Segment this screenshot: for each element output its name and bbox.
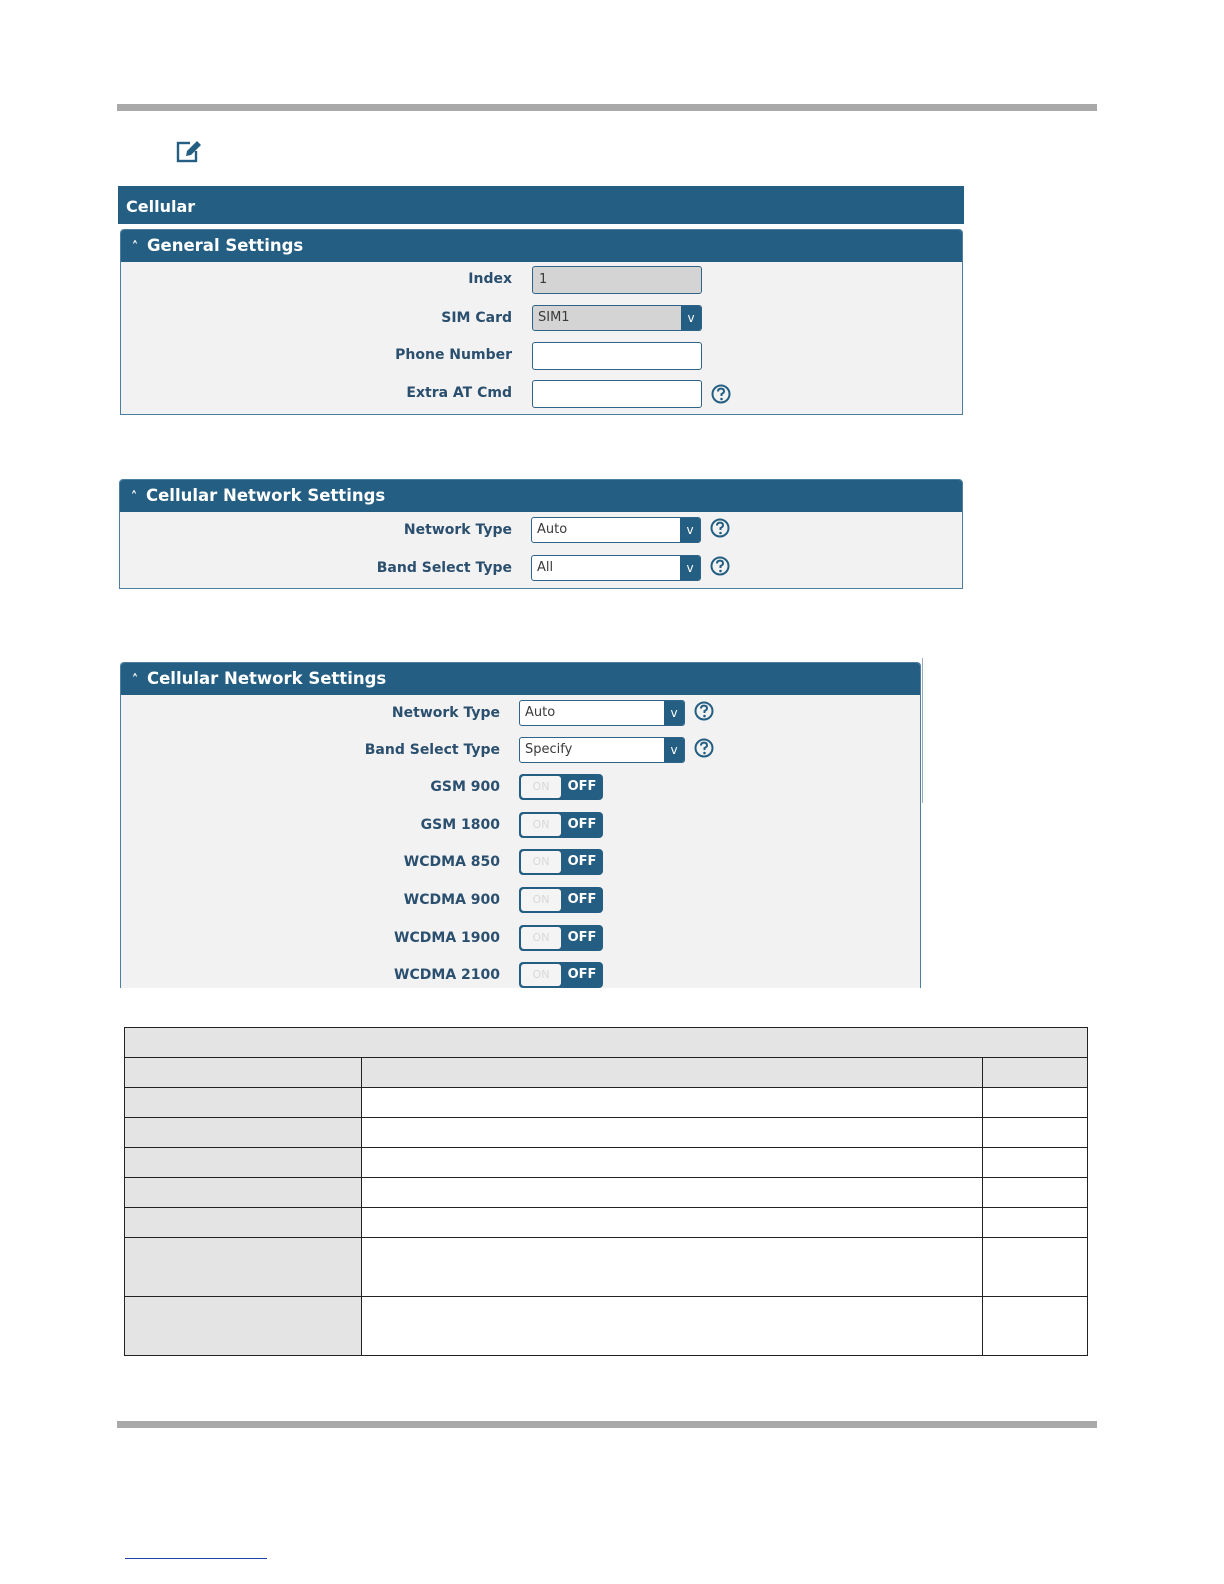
footer-link-underline bbox=[125, 1558, 267, 1559]
band-select-label-2: Band Select Type bbox=[364, 742, 500, 758]
panel-scroll-edge bbox=[922, 658, 923, 803]
table-row bbox=[125, 1148, 1088, 1178]
phone-number-label: Phone Number bbox=[395, 347, 512, 363]
extra-at-cmd-input[interactable] bbox=[532, 380, 702, 408]
extra-at-cmd-row bbox=[121, 380, 964, 408]
network-settings-header-1[interactable] bbox=[120, 480, 962, 512]
band-toggle[interactable] bbox=[519, 812, 603, 838]
table-row bbox=[125, 1178, 1088, 1208]
bottom-rule bbox=[117, 1421, 1097, 1428]
band-label: WCDMA 1900 bbox=[394, 930, 500, 946]
toggle-off-label: OFF bbox=[567, 854, 597, 869]
band-select-row-2 bbox=[121, 737, 922, 765]
help-icon[interactable] bbox=[710, 518, 730, 538]
band-select-label-1: Band Select Type bbox=[376, 560, 512, 576]
table-cell bbox=[983, 1148, 1088, 1178]
band-row bbox=[121, 812, 922, 840]
sim-card-select[interactable] bbox=[532, 305, 702, 331]
table-cell bbox=[362, 1238, 983, 1297]
general-settings-panel bbox=[120, 229, 963, 415]
table-cell bbox=[125, 1148, 362, 1178]
sim-card-label: SIM Card bbox=[441, 310, 512, 326]
table-cell bbox=[362, 1208, 983, 1238]
table-header-cell bbox=[125, 1058, 362, 1088]
band-select-value-2: Specify bbox=[525, 742, 573, 757]
help-icon[interactable] bbox=[694, 701, 714, 721]
general-settings-title: General Settings bbox=[147, 236, 304, 255]
table-row bbox=[125, 1238, 1088, 1297]
band-row bbox=[121, 887, 922, 915]
phone-number-input[interactable] bbox=[532, 342, 702, 370]
sim-card-value: SIM1 bbox=[538, 310, 570, 325]
chevron-down-icon: v bbox=[664, 738, 684, 762]
cellular-title: Cellular bbox=[126, 197, 196, 216]
chevron-down-icon: v bbox=[680, 518, 700, 542]
network-settings-title-2: Cellular Network Settings bbox=[147, 669, 387, 688]
toggle-on-label: ON bbox=[521, 851, 561, 873]
phone-number-row bbox=[121, 342, 964, 370]
table-header-cell bbox=[983, 1058, 1088, 1088]
band-label: WCDMA 900 bbox=[403, 892, 500, 908]
table-row bbox=[125, 1297, 1088, 1356]
table-cell bbox=[983, 1297, 1088, 1356]
table-title-cell bbox=[125, 1028, 1088, 1058]
network-type-select-2[interactable] bbox=[519, 700, 685, 726]
chevron-down-icon: v bbox=[680, 556, 700, 580]
toggle-on-label: ON bbox=[521, 889, 561, 911]
band-toggle[interactable] bbox=[519, 925, 603, 951]
network-type-row-1 bbox=[120, 517, 964, 545]
network-settings-header-2[interactable] bbox=[121, 663, 920, 695]
toggle-on-label: ON bbox=[521, 814, 561, 836]
band-toggle[interactable] bbox=[519, 887, 603, 913]
network-type-value-2: Auto bbox=[525, 705, 556, 720]
table-cell bbox=[983, 1178, 1088, 1208]
help-icon[interactable] bbox=[711, 384, 731, 404]
table-cell bbox=[125, 1088, 362, 1118]
band-select-select-2[interactable] bbox=[519, 737, 685, 763]
band-label: GSM 1800 bbox=[420, 817, 500, 833]
band-row bbox=[121, 925, 922, 953]
band-select-value-1: All bbox=[537, 560, 554, 575]
table-cell bbox=[983, 1118, 1088, 1148]
extra-at-cmd-label: Extra AT Cmd bbox=[406, 385, 512, 401]
table-cell bbox=[362, 1118, 983, 1148]
toggle-off-label: OFF bbox=[567, 930, 597, 945]
band-label: WCDMA 850 bbox=[403, 854, 500, 870]
chevron-up-icon: ˄ bbox=[131, 240, 139, 255]
general-settings-header[interactable] bbox=[121, 230, 962, 262]
table-cell bbox=[125, 1238, 362, 1297]
table-row bbox=[125, 1088, 1088, 1118]
table-header-cell bbox=[362, 1058, 983, 1088]
chevron-up-icon: ˄ bbox=[130, 490, 138, 505]
chevron-down-icon: v bbox=[664, 701, 684, 725]
table-cell bbox=[983, 1238, 1088, 1297]
chevron-down-icon: v bbox=[681, 306, 701, 330]
band-toggle[interactable] bbox=[519, 774, 603, 800]
table-cell bbox=[125, 1178, 362, 1208]
band-toggle[interactable] bbox=[519, 849, 603, 875]
band-row bbox=[121, 774, 922, 802]
top-rule bbox=[117, 104, 1097, 111]
table-cell bbox=[983, 1208, 1088, 1238]
table-cell bbox=[125, 1118, 362, 1148]
cellular-title-bar bbox=[118, 186, 964, 224]
network-type-label-2: Network Type bbox=[391, 705, 500, 721]
table-cell bbox=[362, 1178, 983, 1208]
band-select-select-1[interactable] bbox=[531, 555, 701, 581]
network-settings-title-1: Cellular Network Settings bbox=[146, 486, 386, 505]
toggle-off-label: OFF bbox=[567, 892, 597, 907]
network-type-label-1: Network Type bbox=[403, 522, 512, 538]
band-label: WCDMA 2100 bbox=[394, 967, 500, 983]
chevron-up-icon: ˄ bbox=[131, 673, 139, 688]
table-cell bbox=[362, 1297, 983, 1356]
band-select-row-1 bbox=[120, 555, 964, 583]
network-settings-panel-1 bbox=[119, 479, 963, 589]
toggle-off-label: OFF bbox=[567, 779, 597, 794]
index-input: 1 bbox=[532, 266, 702, 294]
band-label: GSM 900 bbox=[430, 779, 500, 795]
band-row bbox=[121, 849, 922, 877]
toggle-on-label: ON bbox=[521, 776, 561, 798]
table-cell bbox=[125, 1208, 362, 1238]
band-toggle[interactable] bbox=[519, 962, 603, 988]
table-cell bbox=[362, 1088, 983, 1118]
table-cell bbox=[983, 1088, 1088, 1118]
help-icon[interactable] bbox=[694, 738, 714, 758]
index-row bbox=[121, 266, 964, 294]
toggle-on-label: ON bbox=[521, 927, 561, 949]
network-type-row-2 bbox=[121, 700, 922, 728]
help-icon[interactable] bbox=[710, 556, 730, 576]
toggle-off-label: OFF bbox=[567, 817, 597, 832]
toggle-off-label: OFF bbox=[567, 967, 597, 982]
network-type-select-1[interactable] bbox=[531, 517, 701, 543]
edit-icon bbox=[176, 139, 202, 165]
index-label: Index bbox=[468, 271, 512, 287]
sim-card-row bbox=[121, 305, 964, 333]
band-row bbox=[121, 962, 922, 990]
table-row bbox=[125, 1208, 1088, 1238]
network-settings-panel-2 bbox=[120, 662, 921, 988]
table-cell bbox=[125, 1297, 362, 1356]
toggle-on-label: ON bbox=[521, 964, 561, 986]
table-cell bbox=[362, 1148, 983, 1178]
parameter-table bbox=[124, 1027, 1088, 1356]
table-row bbox=[125, 1118, 1088, 1148]
network-type-value-1: Auto bbox=[537, 522, 568, 537]
